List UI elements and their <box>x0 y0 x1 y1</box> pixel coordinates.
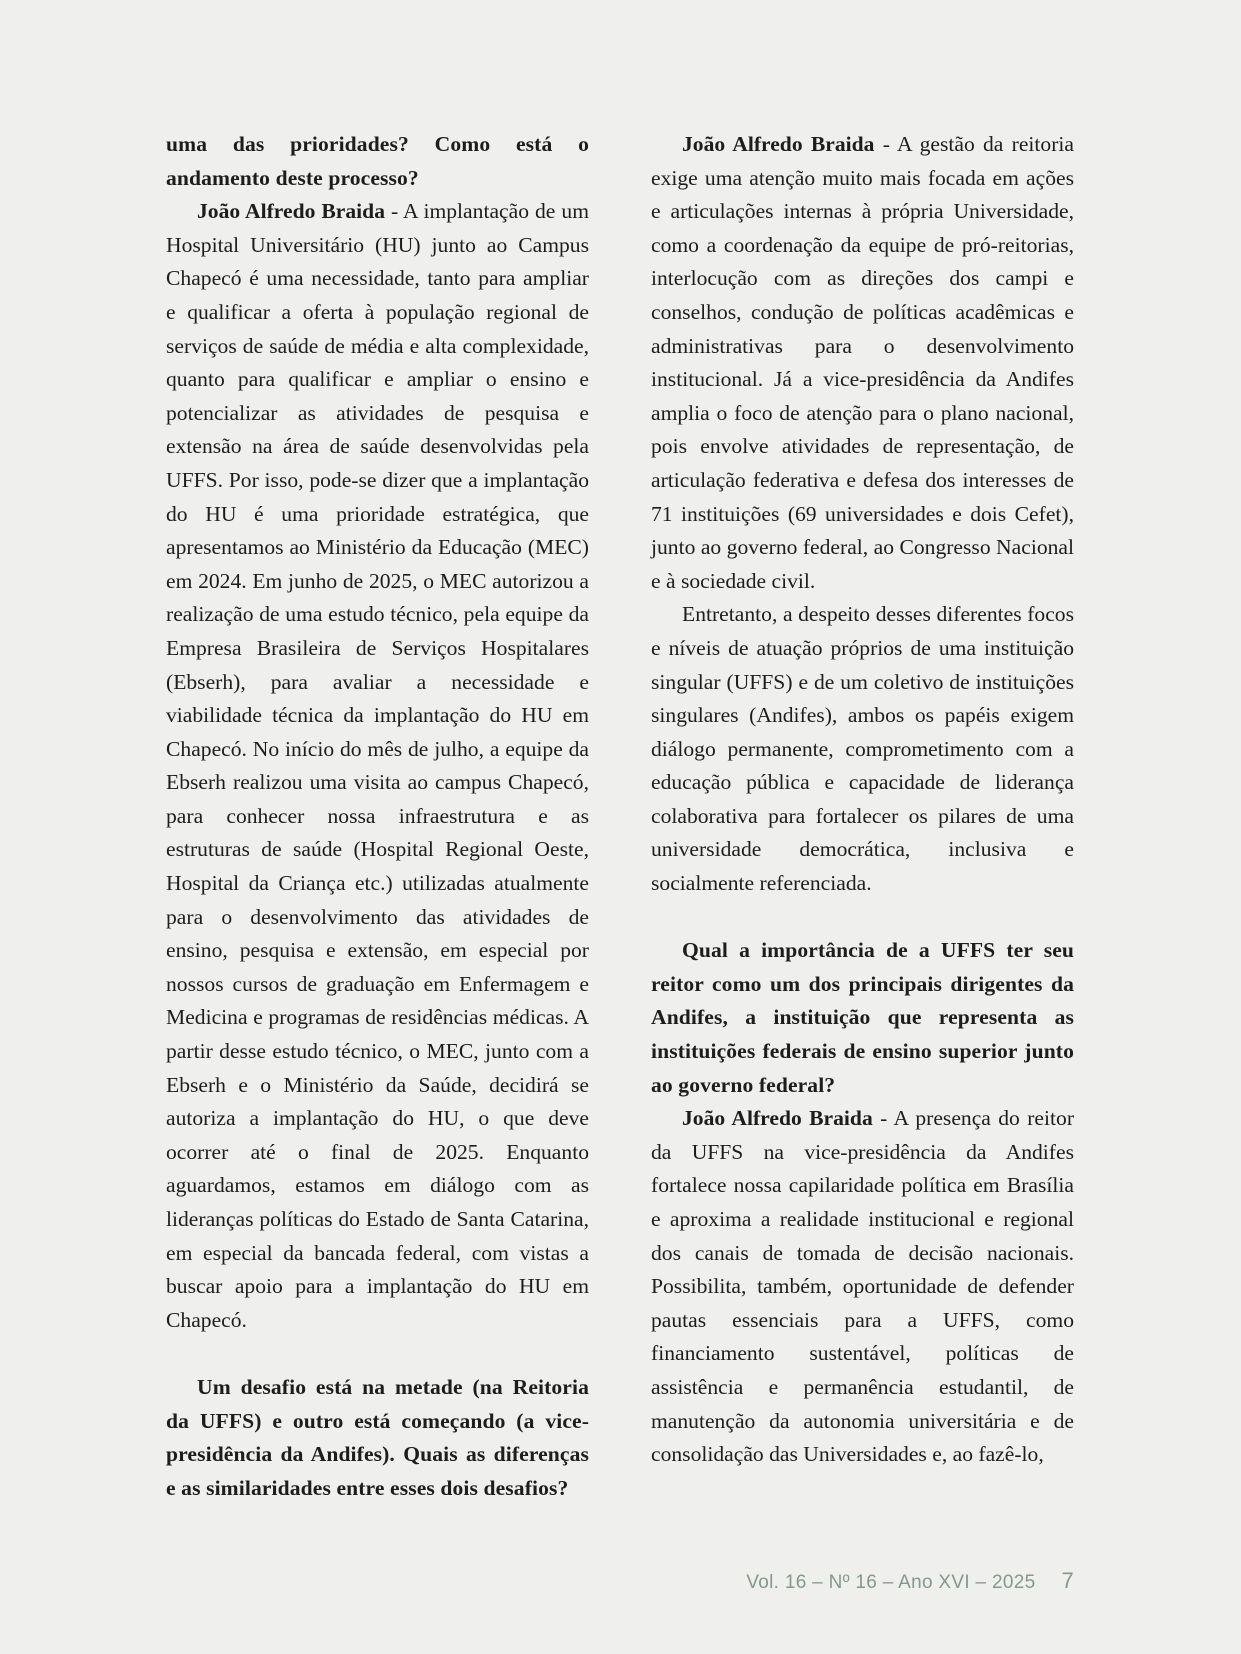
answer-text: A implantação de um Hospital Universitário (HU) junto ao Campus Chapecó é uma necessidade, tanto para ampliar e qualificar a oferta à população regional de serviços de saúde de média e alta complexidade, quanto para qualificar e ampliar o ensino e potencializar as atividades de pesquisa e extensão na área de saúde desenvolvidas pela UFFS. Por isso, pode-se dizer que a implantação do HU é uma prioridade estratégica, que apresentamos ao Ministério da Educação (MEC) em 2024. Em junho de 2025, o MEC autorizou a realização de uma estudo técnico, pela equipe da Empresa Brasileira de Serviços Hospitalares (Ebserh), para avaliar a necessidade e viabilidade técnica da implantação do HU em Chapecó. No início do mês de julho, a equipe da Ebserh realizou uma visita ao campus Chapecó, para conhecer nossa infraestrutura e as estruturas de saúde (Hospital Regional Oeste, Hospital da Criança etc.) utilizadas atualmente para o desenvolvimento das atividades de ensino, pesquisa e extensão, em especial por nossos cursos de graduação em Enfermagem e Medicina e programas de residências médicas. A partir desse estudo técnico, o MEC, junto com a Ebserh e o Ministério da Saúde, decidirá se autoriza a implantação do HU, o que deve ocorrer até o final de 2025. Enquanto aguardamos, estamos em diálogo com as lideranças políticas do Estado de Santa Catarina, em especial da bancada federal, com vistas a buscar apoio para a implantação do HU em Chapecó. <box>166 199 589 1332</box>
page-footer <box>746 1568 1074 1594</box>
speaker-dash: - <box>385 199 404 224</box>
question-continuation-left: uma das prioridades? Como está o andamento deste processo? <box>166 132 589 190</box>
answer-paragraph-right-1 <box>651 128 1074 598</box>
question-right: Qual a importância de a UFFS ter seu reitor como um dos principais dirigentes da Andifes, a instituição que representa as instituições federais de ensino superior junto ao governo federal? <box>651 938 1074 1097</box>
answer-text: A presença do reitor da UFFS na vice-presidência da Andifes fortalece nossa capilaridade política em Brasília e aproxima a realidade institucional e regional dos canais de tomada de decisão nacionais. Possibilita, também, oportunidade de defender pautas essenciais para a UFFS, como financiamento sustentável, políticas de assistência e permanência estudantil, de manutenção da autonomia universitária e de consolidação das Universidades e, ao fazê-lo, <box>651 1106 1075 1467</box>
speaker-dash: - <box>872 1106 894 1131</box>
speaker-name: João Alfredo Braida <box>682 1106 873 1131</box>
issue-info: Vol. 16 – Nº 16 – Ano XVI – 2025 <box>746 1572 1036 1593</box>
paragraph-spacer <box>166 1337 589 1371</box>
paragraph-spacer <box>651 901 1074 935</box>
answer-paragraph-right-2 <box>651 1102 1074 1472</box>
speaker-name: João Alfredo Braida <box>197 199 385 224</box>
answer-paragraph-left <box>166 195 589 1337</box>
speaker-dash: - <box>874 132 897 156</box>
left-column <box>166 128 589 1500</box>
speaker-name: João Alfredo Braida <box>682 132 875 156</box>
body-paragraph-right: Entretanto, a despeito desses diferentes focos e níveis de atuação próprios de uma instituição singular (UFFS) e de um coletivo de instituições singulares (Andifes), ambos os papéis exigem diálogo permanente, comprometimento com a educação pública e capacidade de liderança colaborativa para fortalecer os pilares de uma universidade democrática, inclusiva e socialmente referenciada. <box>651 602 1074 896</box>
question-left: Um desafio está na metade (na Reitoria da UFFS) e outro está começando (a vice-presidência da Andifes). Quais as diferenças e as similaridades entre esses dois desafios? <box>166 1374 589 1500</box>
page-number: 7 <box>1061 1568 1074 1593</box>
right-column <box>651 128 1074 1473</box>
two-column-body <box>166 128 1075 1500</box>
answer-text: A gestão da reitoria exige uma atenção muito mais focada em ações e articulações internas à própria Universidade, como a coordenação da equipe de pró-reitorias, interlocução com as direções dos campi e conselhos, condução de políticas acadêmicas e administrativas para o desenvolvimento institucional. Já a vice-presidência da Andifes amplia o foco de atenção para o plano nacional, pois envolve atividades de representação, de articulação federativa e defesa dos interesses de 71 instituições (69 universidades e dois Cefet), junto ao governo federal, ao Congresso Nacional e à sociedade civil. <box>651 132 1074 593</box>
